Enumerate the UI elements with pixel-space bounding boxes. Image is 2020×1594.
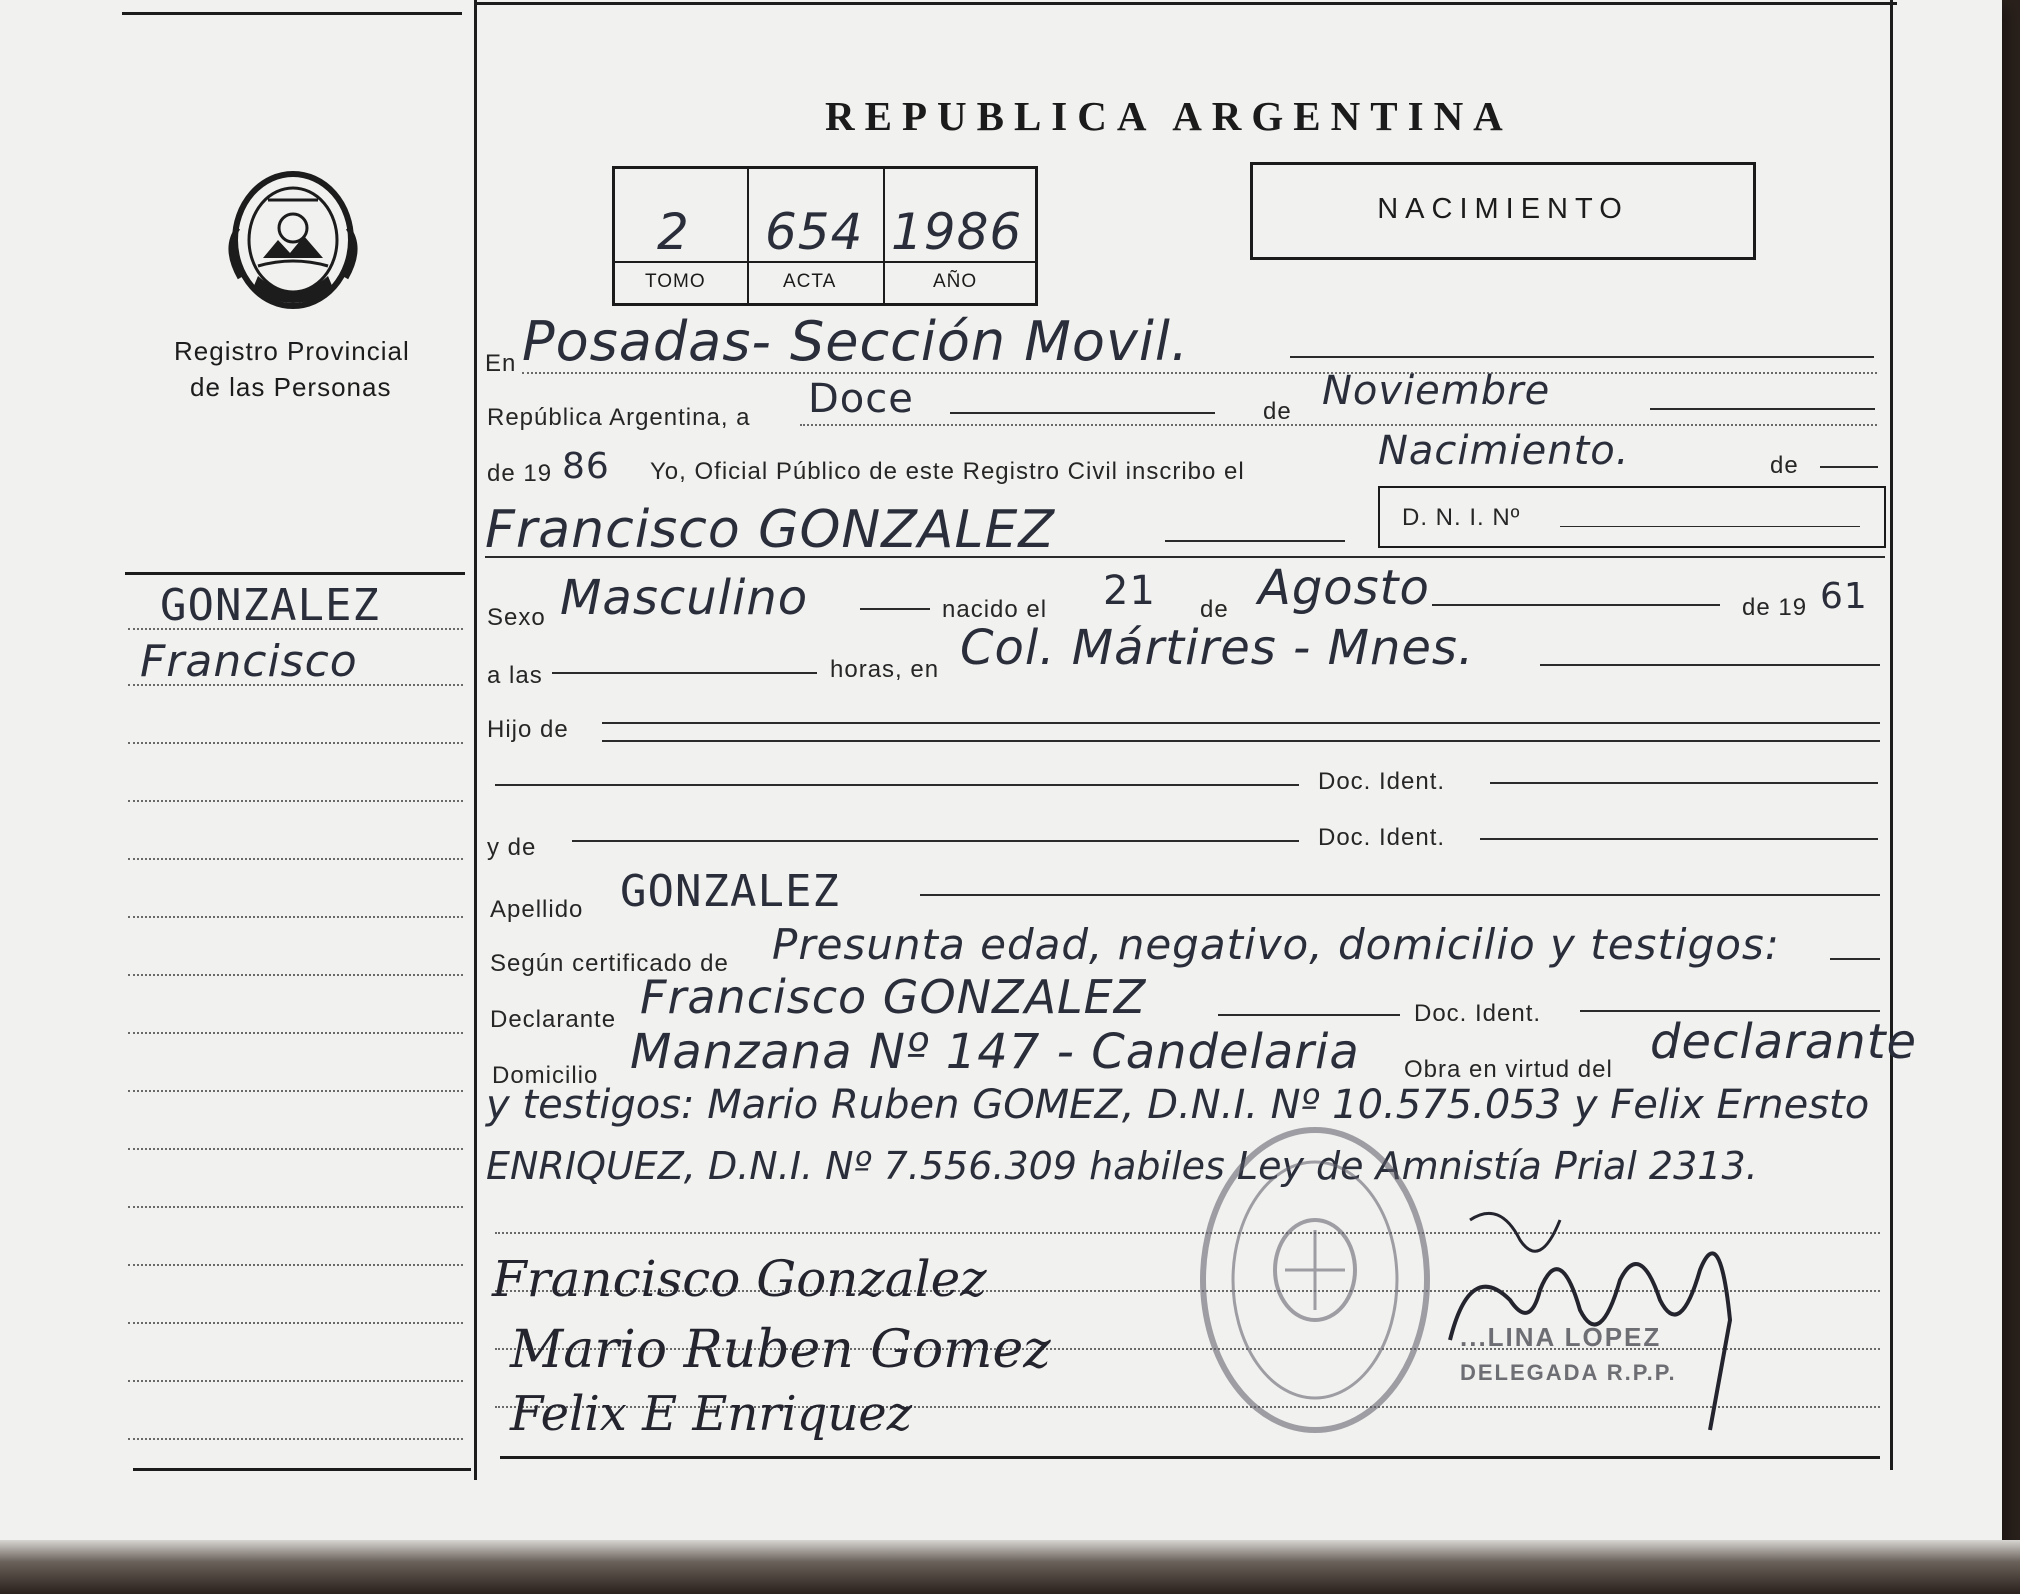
place-dots <box>522 372 1877 374</box>
yde-line <box>572 840 1299 842</box>
acta-value: 654 <box>765 203 864 261</box>
anio-value: 1986 <box>891 203 1023 261</box>
de-label-1: de <box>1263 398 1292 425</box>
box-divider <box>747 169 749 303</box>
sidebar-line <box>128 1032 463 1034</box>
domicilio-value: Manzana Nº 147 - Candelaria <box>630 1024 1360 1080</box>
registry-name-line1: Registro Provincial <box>174 336 410 366</box>
sidebar-line <box>128 1438 463 1440</box>
segun-label: Según certificado de <box>490 950 729 977</box>
doc-ident-line-2 <box>1480 838 1878 840</box>
province-emblem <box>218 158 368 318</box>
doc-ident-label-1: Doc. Ident. <box>1318 768 1446 795</box>
doc-ident-label-2: Doc. Ident. <box>1318 824 1446 851</box>
sidebar-line <box>128 1090 463 1092</box>
birth-year-suffix: 61 <box>1820 576 1868 617</box>
page-title: REPUBLICA ARGENTINA <box>825 93 1513 139</box>
republica-label: República Argentina, a <box>487 404 751 431</box>
birth-month: Agosto <box>1258 560 1430 616</box>
birth-month-line <box>1432 604 1720 606</box>
obra-value: declarante <box>1650 1014 1918 1070</box>
birth-day: 21 <box>1103 568 1156 614</box>
month-line <box>1650 408 1875 410</box>
doc-ident-label-3: Doc. Ident. <box>1414 1000 1542 1027</box>
official-signature <box>1430 1180 1770 1440</box>
right-frame-edge <box>1890 0 1893 1470</box>
sexo-label: Sexo <box>487 604 546 631</box>
apellido-line <box>920 894 1880 896</box>
republica-dots <box>800 424 1877 426</box>
hijo-line <box>602 722 1880 724</box>
de-label-3: de <box>1200 596 1229 623</box>
sidebar-line <box>128 1264 463 1266</box>
registry-name-line2: de las Personas <box>190 372 392 402</box>
sidebar-line <box>128 742 463 744</box>
dni-label: D. N. I. Nº <box>1402 504 1521 531</box>
yde-label: y de <box>487 834 537 861</box>
en-label: En <box>485 350 517 377</box>
place-line <box>1290 356 1874 358</box>
record-type-label: NACIMIENTO <box>1377 193 1629 225</box>
province-emblem-icon <box>218 158 368 318</box>
sidebar-surname: GONZALEZ <box>160 580 380 631</box>
signature-declarant: Francisco Gonzalez <box>492 1250 987 1308</box>
official-name: ...LINA LOPEZ <box>1460 1322 1662 1352</box>
official-seal-icon <box>1195 1120 1435 1440</box>
act-value: Nacimiento. <box>1378 428 1630 474</box>
acta-label: ACTA <box>783 271 837 292</box>
official-seal <box>1195 1120 1435 1440</box>
place-value: Posadas- Sección Movil. <box>522 310 1190 373</box>
alas-label: a las <box>487 662 543 689</box>
month-value: Noviembre <box>1322 368 1551 414</box>
sidebar-line <box>128 1148 463 1150</box>
sidebar-line <box>128 1380 463 1382</box>
de-label-2: de <box>1770 452 1799 479</box>
anio-label: AÑO <box>933 271 978 292</box>
obra-label: Obra en virtud del <box>1404 1056 1613 1083</box>
official-title: DELEGADA R.P.P. <box>1460 1360 1677 1385</box>
day-line <box>950 412 1215 414</box>
box-rule <box>615 261 1035 263</box>
person-name: Francisco GONZALEZ <box>485 500 1055 560</box>
top-right-rule <box>477 2 1897 5</box>
person-name-line <box>1165 540 1345 542</box>
sidebar-top-rule <box>125 572 465 575</box>
doc-ident-line-1 <box>1490 782 1878 784</box>
declarante-line <box>1218 1014 1400 1016</box>
declarante-value: Francisco GONZALEZ <box>640 970 1147 1024</box>
dni-box <box>1378 486 1886 548</box>
record-number-box <box>612 166 1038 306</box>
sidebar-line <box>128 1206 463 1208</box>
parent1-line <box>495 784 1299 786</box>
name-row-rule <box>485 556 1885 558</box>
bottom-right-rule <box>500 1456 1880 1459</box>
signature-witness-2: Felix E Enriquez <box>510 1386 912 1442</box>
sidebar-given-name: Francisco <box>140 636 358 687</box>
domicilio-label: Domicilio <box>492 1062 599 1089</box>
bottom-left-rule <box>133 1468 471 1471</box>
testigos-line2: ENRIQUEZ, D.N.I. Nº 7.556.309 habiles Ley de Amnistía Prial 2313. <box>486 1144 1758 1188</box>
signature-witness-1: Mario Ruben Gomez <box>510 1320 1051 1380</box>
apellido-value: GONZALEZ <box>620 866 840 917</box>
certificado-value: Presunta edad, negativo, domicilio y testigos: <box>772 920 1780 969</box>
hijo-line-2 <box>602 740 1880 742</box>
tomo-label: TOMO <box>645 271 706 292</box>
nacido-label: nacido el <box>942 596 1048 623</box>
sexo-value: Masculino <box>560 570 809 626</box>
sexo-line <box>860 608 930 610</box>
doc-ident-line-3 <box>1580 1010 1880 1012</box>
declarante-label: Declarante <box>490 1006 617 1033</box>
birth-place: Col. Mártires - Mnes. <box>960 620 1475 676</box>
box-divider <box>883 169 885 303</box>
day-value: Doce <box>808 376 914 422</box>
sidebar-line <box>128 858 463 860</box>
alas-line <box>552 672 817 674</box>
birth-year-prefix: de 19 <box>1742 594 1808 621</box>
sidebar-line <box>128 800 463 802</box>
tomo-value: 2 <box>657 203 690 261</box>
sidebar-line <box>128 916 463 918</box>
birth-place-line <box>1540 664 1880 666</box>
certificado-line <box>1830 958 1880 960</box>
testigos-line1: y testigos: Mario Ruben GOMEZ, D.N.I. Nº 10.575.053 y Felix Ernesto <box>486 1082 1870 1128</box>
dni-line <box>1560 526 1860 527</box>
top-left-rule <box>122 12 462 15</box>
hijo-label: Hijo de <box>487 716 569 743</box>
apellido-label: Apellido <box>490 896 584 923</box>
record-type-box <box>1250 162 1756 260</box>
left-column-divider <box>474 0 477 1480</box>
sidebar-line <box>128 974 463 976</box>
page-shadow <box>0 1540 2020 1594</box>
year-prefix: de 19 <box>487 460 553 487</box>
sidebar-line <box>128 1322 463 1324</box>
horas-label: horas, en <box>830 656 940 683</box>
oficial-text: Yo, Oficial Público de este Registro Civil inscribo el <box>650 458 1245 485</box>
year-suffix: 86 <box>562 446 610 487</box>
act-line <box>1820 466 1878 468</box>
